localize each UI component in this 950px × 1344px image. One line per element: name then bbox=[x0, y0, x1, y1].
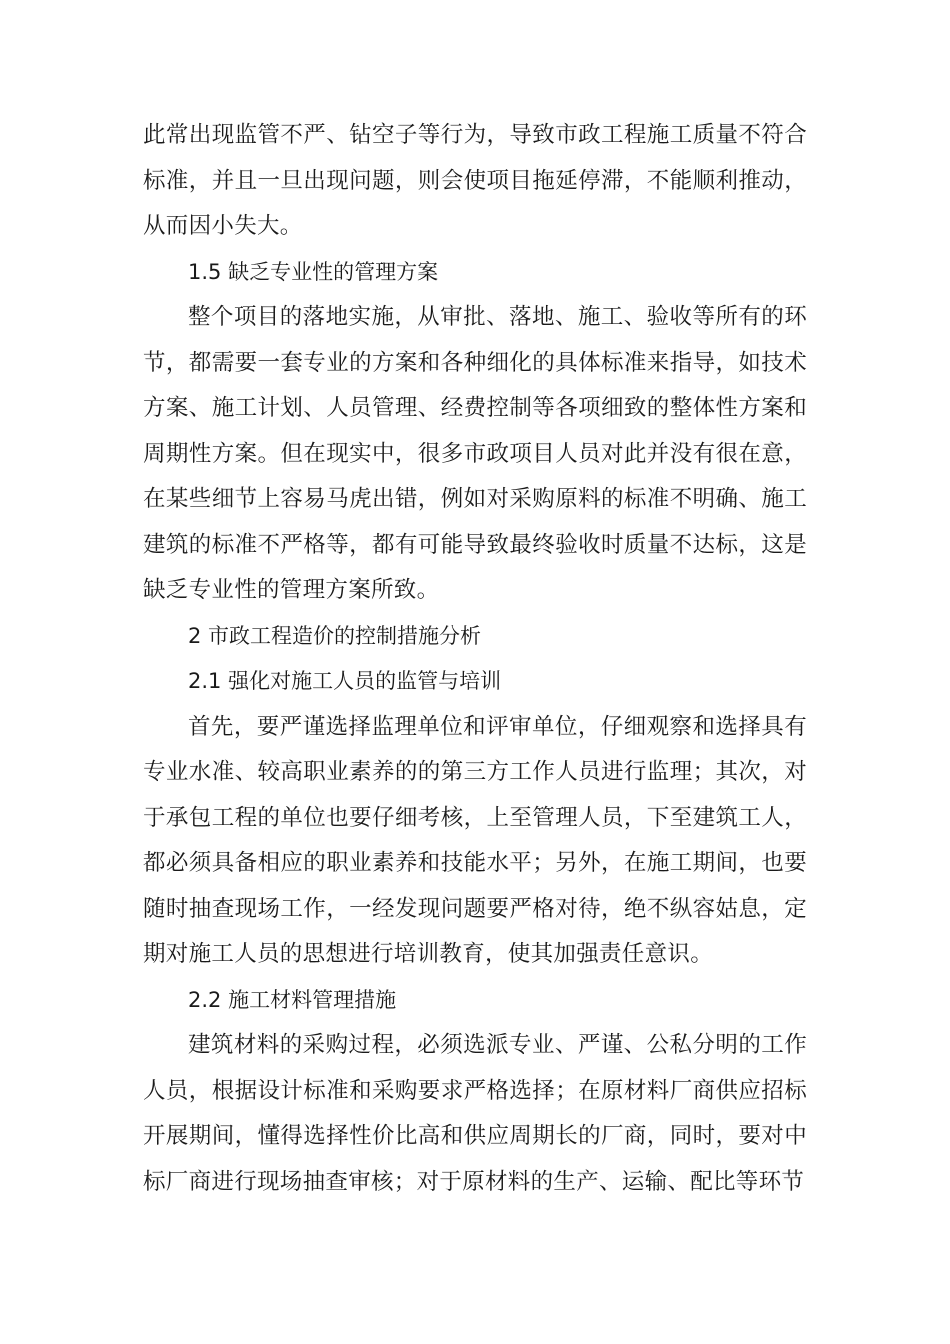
section-heading-1-5: 1.5 缺乏专业性的管理方案 bbox=[188, 259, 439, 284]
section-heading-2-2: 2.2 施工材料管理措施 bbox=[188, 987, 397, 1012]
section-heading-2-1: 2.1 强化对施工人员的监管与培训 bbox=[188, 669, 502, 693]
paragraph-staff-supervision: 首先，要严谨选择监理单位和评审单位，仔细观察和选择具有专业水准、较高职业素养的的第三方工作人员进行监理；其次，对于承包工程的单位也要仔细考核，上至管理人员，下至建筑工人，都必须具备相应的职业素养和技能水平；另外，在施工期间，也要随时抽查现场工作，一经发现问题要严格对待，绝不纵容姑息，定期对施工人员的思想进行培训教育，使其加强责任意识。 bbox=[143, 713, 807, 967]
document-body bbox=[143, 113, 807, 1205]
paragraph-materials-management: 建筑材料的采购过程，必须选派专业、严谨、公私分明的工作人员，根据设计标准和采购要求严格选择；在原材料厂商供应招标开展期间，懂得选择性价比高和供应周期长的厂商，同时，要对中标厂商进行现场抽查审核；对于原材料的生产、运输、配比等环节 bbox=[143, 1032, 807, 1195]
paragraph-continued: 此常出现监管不严、钻空子等行为，导致市政工程施工质量不符合标准，并且一旦出现问题，则会使项目拖延停滞，不能顺利推动，从而因小失大。 bbox=[143, 122, 807, 239]
section-heading-2: 2 市政工程造价的控制措施分析 bbox=[188, 623, 482, 648]
paragraph-management-plan: 整个项目的落地实施，从审批、落地、施工、验收等所有的环节，都需要一套专业的方案和各种细化的具体标准来指导，如技术方案、施工计划、人员管理、经费控制等各项细致的整体性方案和周期性方案。但在现实中，很多市政项目人员对此并没有很在意，在某些细节上容易马虎出错，例如对采购原料的标准不明确、施工建筑的标准不严格等，都有可能导致最终验收时质量不达标，这是缺乏专业性的管理方案所致。 bbox=[143, 304, 807, 603]
